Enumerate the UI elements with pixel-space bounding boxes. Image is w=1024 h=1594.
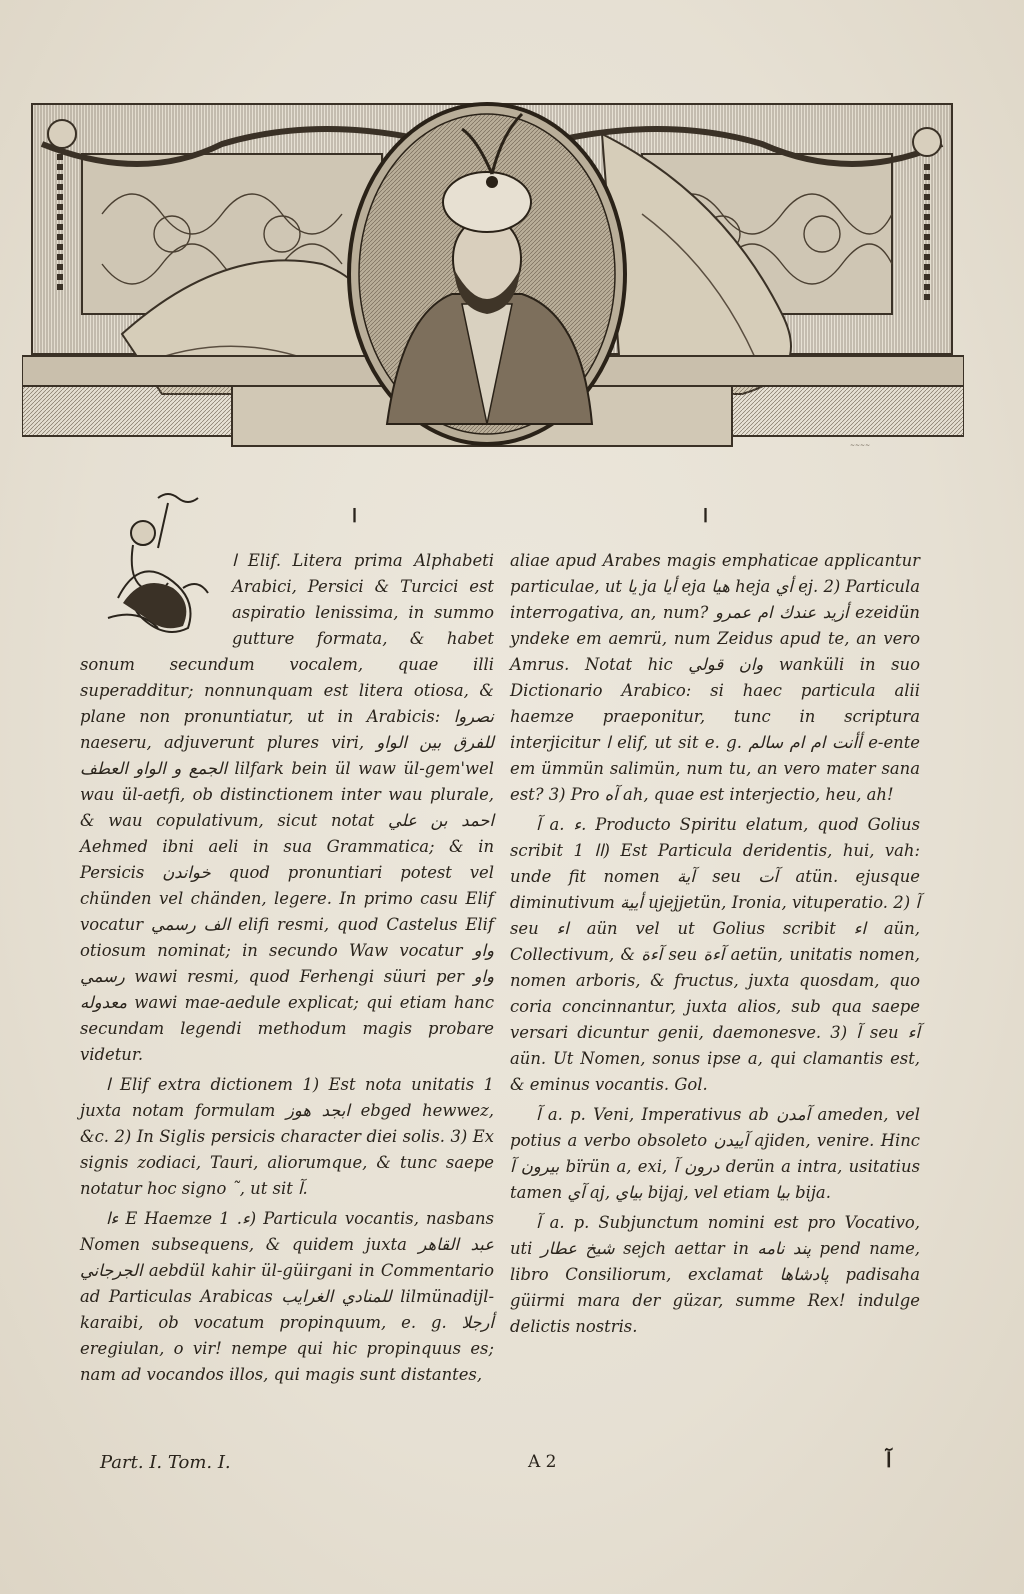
column-marker-right: ا (703, 506, 709, 527)
entry-elif-extra-dictionem: ا Elif extra dictionem 1) Est nota unitatis 1 juxta notam formulam ابجد هوز ebged hewwez, &c. 2) In Siglis persicis character diei solis. 3) Ex signis zodiaci, Tauri, aliorumque, & tunc saepe notatur hoc signo ˜, ut sit آ. (80, 1075, 494, 1198)
cherub-initial-ornament (98, 488, 224, 638)
signature-mark: A 2 (528, 1452, 557, 1472)
column-marker-left: ا (352, 506, 358, 527)
entry-a-veni: آ a. p. Veni, Imperativus ab آمدن ameden, vel potius a verbo obsoleto آييدن ajiden, venire. Hinc بيرون آ bïrün a, exi, درون آ derün a intra, usitatius tamen آي aj, بياي bijaj, vel etiam بيا bija. (510, 1105, 920, 1202)
entry-haemze: ءا E Haemze ء. 1) Particula vocantis, nasbans Nomen subsequens, & quidem juxta عبد القاهر الجرجاني aebdül kahir ül-güirgani in Commentario ad Particulas Arabicas للمنادي الغرايب lilmünadijl-karaibi, ob vocatum propinquum, e. g. أرجلا eregiulan, o vir! nempe qui hic propinquus es; nam ad vocandos illos, qui magis sunt distantes, (80, 1209, 494, 1384)
entry-elif: ا Elif. Litera prima Alphabeti Arabici, Persici & Turcici est aspiratio lenissima, in summo gutture formata, & habet sonum secundum vocalem, quae illi superadditur; nonnunquam est litera otiosa, & plane non pronuntiatur, ut in Arabicis: نصروا naeseru, adjuverunt plures viri, للفرق بين الواو الجمع و الواو العطف lilfark bein ül waw ül-gem'wel wau ül-aetfi, ob distinctionem inter wau plurale, & wau copulativum, sicut notat احمد بن علي Aehmed ibni aeli in sua Grammatica; & in Persicis خواندن quod pronuntiari potest vel chünden vel chänden, legere. In primo casu Elif vocatur الف رسمي elifi resmi, quod Castelus Elif otiosum nominat; in secundo Waw vocatur واو رسمي wawi resmi, quod Ferhengi süuri per واو معدوله wawi mae-aedule explicat; qui etiam hanc secundam legendi methodum magis probare videtur. (80, 551, 494, 1064)
left-column (80, 548, 494, 1388)
entry-a-subjunctum: آ a. p. Subjunctum nomini est pro Vocativo, uti شيخ عطار sejch aettar in پند نامه pend name, libro Consiliorum, exclamat پادشاها padisaha güirmi mara der güzar, summe Rex! indulge delictis nostris. (510, 1213, 920, 1336)
engraver-signature: ~~~~ (850, 442, 871, 449)
portrait-engraving (22, 94, 964, 454)
catchword: آ (886, 1448, 892, 1472)
entry-continuation: aliae apud Arabes magis emphaticae applicantur particulae, ut يا ja أيا eja هيا heja أي ej. 2) Particula interrogativa, an, num? أزيد عندك ام عمرو ezeidün yndeke em aemrü, num Zeidus apud te, an vero Amrus. Notat hic وان قولي wanküli in suo Dictionario Arabico: si haec particula alii haemze praeponitur, tunc in scriptura interjicitur ا elif, ut sit e. g. أأنت ام ام سالم e-ente em ümmün salimün, num tu, an vero mater sana est? 3) Pro آه ah, quae est interjectio, heu, ah! (510, 551, 920, 804)
right-column (510, 548, 920, 1340)
part-tome-label: Part. I. Tom. I. (100, 1452, 231, 1473)
entry-a-producto: آ a. ء. Producto Spiritu elatum, quod Golius scribit اا 1) Est Particula deridentis, hui, vah: unde fit nomen آية seu آت atün. ejusque diminutivum أيية ujejjetün, Ironia, vituperatio. 2) آ seu اء aün vel ut Golius scribit اء aün, Collectivum, & آءة seu آءة aetün, unitatis nomen, nomen arboris, & fructus, juxta quosdam, quo coria concinnantur, juxta alios, sub qua saepe versari dicuntur genii, daemonesve. 3) آ seu آء aün. Ut Nomen, sonus ipse a, qui clamantis est, & eminus vocantis. Gol. (510, 815, 921, 1094)
